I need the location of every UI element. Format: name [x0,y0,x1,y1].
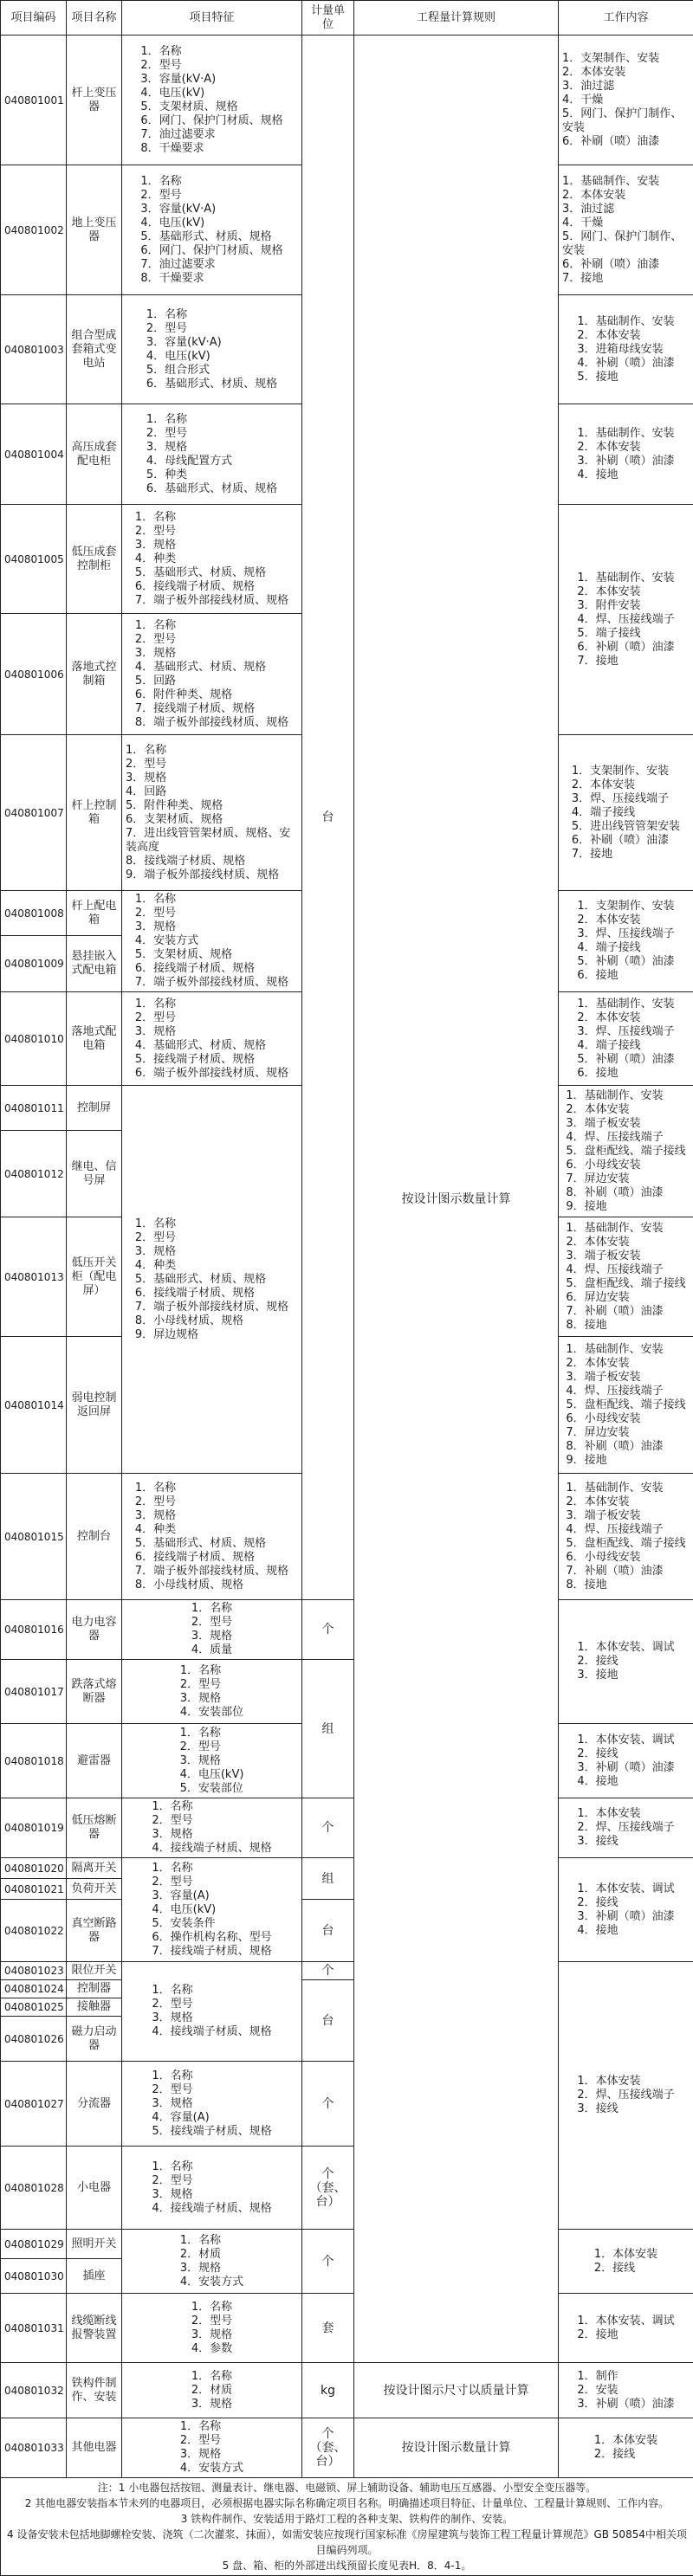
item-name: 磁力启动器 [67,2017,122,2062]
table-row [1,1962,693,1980]
features-text: 1．名称 2．型号 3．规格 4．回路 5．附件种类、规格 6．支架材质、规格 7．进出线管管架材质、规格、安装高度 8．接线端子材质、规格 9．端子板外部接线材质、规格 [126,744,298,882]
item-features [122,1724,302,1798]
note-5: 5 盘、箱、柜的外部进出线预留长度见表H．8．4-1。 [4,2558,690,2573]
item-code: 040801004 [1,404,67,505]
item-name: 控制台 [67,1474,122,1600]
item-features [122,992,302,1086]
work-text: 1．基础制作、安装 2．本体安装 3．补刷（喷）油漆 4．接地 [577,427,674,482]
item-code: 040801002 [1,165,67,295]
work-text: 1．基础制作、安装 2．本体安装 3．端子板安装 4．焊、压接线端子 5．盘柜配线、端子接线 6．小母线安装 7．补刷（喷）油漆 8．接地 [566,1482,685,1592]
item-unit: 个 [302,1798,354,1858]
item-features [122,505,302,614]
item-code: 040801026 [1,2017,67,2062]
work-text: 1．本体安装、调试 2．接地 [577,2315,674,2342]
item-work [559,2363,693,2418]
item-code: 040801007 [1,735,67,891]
item-name: 线缆断线报警装置 [67,2294,122,2363]
item-name: 电力电容器 [67,1600,122,1660]
item-features [122,1798,302,1858]
item-work [559,2230,693,2294]
features-text: 1．名称 2．型号 3．规格 4．安装方式 5．支架材质、规格 6．接线端子材质、规格 7．端子板外部接线材质、规格 [135,893,288,990]
item-name: 隔离开关 [67,1858,122,1879]
item-work [559,992,693,1086]
item-code: 040801017 [1,1660,67,1724]
item-features [122,2147,302,2230]
note-1: 注：1 小电器包括按钮、测量表计、继电器、电磁锁、屏上辅助设备、辅助电压互感器、小型安全变压器等。 [4,2480,690,2495]
features-text: 1．名称 2．型号 3．规格 4．接线端子材质、规格 [152,1984,271,2039]
item-name: 照明开关 [67,2230,122,2259]
item-features [122,1858,302,1962]
features-text: 1．名称 2．型号 3．规格 4．电压(kV) 5．安装部位 [180,1727,244,1796]
item-work [559,1724,693,1798]
item-name: 低压成套控制柜 [67,505,122,614]
unit-cell-zu: 组 [302,1660,354,1798]
table-row [1,1798,693,1858]
work-text: 1．支架制作、安装 2．本体安装 3．焊、压接线端子 4．端子接线 5．补刷（喷）油漆 6．接地 [577,900,674,983]
item-features [122,1474,302,1600]
item-name: 铁构件制作、安装 [67,2363,122,2418]
item-name: 控制屏 [67,1086,122,1131]
item-name: 小电器 [67,2147,122,2230]
item-work [559,404,693,505]
work-text: 1．本体安装、调试 2．接线 3．补刷（喷）油漆 4．接地 [577,1733,674,1789]
work-text: 1．本体安装 2．接线 [594,2434,657,2462]
item-code: 040801005 [1,505,67,614]
item-features [122,404,302,505]
features-text: 1．名称 2．型号 3．规格 4．母线配置方式 5．种类 6．基础形式、材质、规格 [146,413,277,496]
notes-cell [1,2478,693,2576]
features-text: 1．名称 2．型号 3．容量(A) 4．电压(kV) 5．安装条件 6．操作机构名称、型号 7．接线端子材质、规格 [152,1862,271,1959]
item-name: 限位开关 [67,1962,122,1980]
item-work [559,2294,693,2363]
item-work [559,1474,693,1600]
item-code: 040801019 [1,1798,67,1858]
item-code: 040801029 [1,2230,67,2259]
table-row [1,1858,693,1879]
item-code: 040801020 [1,1858,67,1879]
item-rule: 按设计图示尺寸以质量计算 [354,2363,559,2418]
item-features [122,1086,302,1474]
table-row [1,2294,693,2363]
header-rule: 工程量计算规则 [354,1,559,36]
features-text: 1．名称 2．型号 3．规格 4．基础形式、材质、规格 5．回路 6．附件种类、规格 7．接线端子材质、规格 8．端子板外部接线材质、规格 [135,619,288,730]
item-name: 避雷器 [67,1724,122,1798]
work-text: 1．本体安装 2．接线 [594,2248,657,2276]
item-unit: 个 [302,2230,354,2294]
item-code: 040801023 [1,1962,67,1980]
header-unit: 计量单位 [302,1,354,36]
item-unit: 个 [302,1600,354,1660]
item-unit: 台 [302,1980,354,2062]
item-features [122,165,302,295]
item-name: 负荷开关 [67,1879,122,1900]
item-work [559,1337,693,1474]
item-code: 040801008 [1,891,67,936]
features-text: 1．名称 2．型号 3．规格 4．接线端子材质、规格 [152,1800,271,1856]
work-text: 1．基础制作、安装 2．本体安装 3．端子板安装 4．焊、压接线端子 5．盘柜配线、端子接线 6．屏边安装 7．补刷（喷）油漆 8．接地 [566,1222,685,1333]
item-work [559,1600,693,1724]
item-work [559,1217,693,1337]
item-name: 弱电控制返回屏 [67,1337,122,1474]
item-code: 040801022 [1,1900,67,1962]
work-text: 1．制作 2．安装 3．补刷（喷）油漆 [577,2370,674,2411]
work-text: 1．本体安装、调试 2．接线 3．接地 [577,1641,674,1682]
features-text: 1．名称 2．型号 3．容量(kV·A) 4．电压(kV) 5．基础形式、材质、规格 6．网门、保护门材质、规格 7．油过滤要求 8．干燥要求 [140,175,282,286]
item-features [122,735,302,891]
item-features [122,295,302,404]
item-code: 040801024 [1,1980,67,1998]
item-unit: 个（套、台） [302,2418,354,2478]
header-features: 项目特征 [122,1,302,36]
item-code: 040801010 [1,992,67,1086]
table-row [1,36,693,165]
features-text: 1．名称 2．型号 3．规格 4．安装方式 [180,2420,243,2476]
item-work [559,891,693,992]
work-text: 1．基础制作、安装 2．本体安装 3．端子板安装 4．焊、压接线端子 5．盘柜配线、端子接线 6．小母线安装 7．屏边安装 8．补刷（喷）油漆 9．接地 [566,1089,685,1214]
item-unit: 个 [302,1962,354,1980]
table-row [1,2230,693,2259]
item-features [122,614,302,735]
item-code: 040801021 [1,1879,67,1900]
item-features [122,1660,302,1724]
table-row [1,2418,693,2478]
item-features [122,1600,302,1660]
notes-row [1,2478,693,2576]
features-text: 1．名称 2．型号 3．规格 4．参数 [191,2301,232,2356]
item-work [559,1798,693,1858]
item-code: 040801009 [1,936,67,992]
item-name: 分流器 [67,2062,122,2147]
header-code: 项目编码 [1,1,67,36]
features-text: 1．名称 2．型号 3．容量(kV·A) 4．电压(kV) 5．组合形式 6．基础形式、材质、规格 [146,308,277,391]
item-code: 040801025 [1,1998,67,2017]
item-features [122,2294,302,2363]
item-features [122,36,302,165]
table-row [1,2363,693,2418]
item-name: 杆上变压器 [67,36,122,165]
header-work: 工作内容 [559,1,693,36]
item-code: 040801031 [1,2294,67,2363]
work-text: 1．基础制作、安装 2．本体安装 3．端子板安装 4．焊、压接线端子 5．盘柜配线、端子接线 6．小母线安装 7．屏边安装 8．补刷（喷）油漆 9．接地 [566,1343,685,1468]
item-features [122,2230,302,2294]
features-text: 1．名称 2．型号 3．规格 4．种类 5．基础形式、材质、规格 6．接线端子材质、规格 7．端子板外部接线材质、规格 8．小母线材质、规格 [135,1482,288,1592]
item-code: 040801001 [1,36,67,165]
note-3: 3 铁构件制作、安装适用于路灯工程的各种支架、铁构件的制作、安装。 [4,2511,690,2527]
work-text: 1．基础制作、安装 2．本体安装 3．油过滤 4．干燥 5．网门、保护门制作、安装 6．补刷（喷）油漆 7．接地 [562,175,690,286]
item-name: 杆上控制箱 [67,735,122,891]
item-features [122,891,302,992]
item-code: 040801015 [1,1474,67,1600]
work-text: 1．本体安装 2．焊、压接线端子 3．接线 [577,1807,674,1849]
item-name: 地上变压器 [67,165,122,295]
work-text: 1．基础制作、安装 2．本体安装 3．附件安装 4．焊、压接线端子 5．端子接线 6．补刷（喷）油漆 7．接地 [577,571,674,668]
unit-cell-tai: 台 [302,36,354,1600]
features-text: 1．名称 2．型号 3．容量(kV·A) 4．电压(kV) 5．支架材质、规格 6．网门、保护门材质、规格 7．油过滤要求 8．干燥要求 [140,45,282,156]
features-text: 1．名称 2．型号 3．规格 4．容量(A) 5．接线端子材质、规格 [152,2069,271,2139]
item-name: 继电、信号屏 [67,1131,122,1217]
item-code: 040801028 [1,2147,67,2230]
item-name: 其他电器 [67,2418,122,2478]
item-features [122,2062,302,2147]
item-code: 040801016 [1,1600,67,1660]
item-unit: 组 [302,1858,354,1900]
item-code: 040801003 [1,295,67,404]
item-name: 跌落式熔断器 [67,1660,122,1724]
item-code: 040801006 [1,614,67,735]
work-text: 1．本体安装 2．焊、压接线端子 3．接线 [577,2075,674,2116]
work-text: 1．基础制作、安装 2．本体安装 3．进箱母线安装 4．补刷（喷）油漆 5．接地 [577,315,674,384]
item-rule: 按设计图示数量计算 [354,2418,559,2478]
item-work [559,1086,693,1217]
item-name: 高压成套配电柜 [67,404,122,505]
note-4: 4 设备安装未包括地脚螺栓安装、浇筑（二次灌浆、抹面），如需安装应按现行国家标准《房屋建筑与装饰工程工程量计算规范》GB 50854中相关项目编码列项。 [4,2527,690,2558]
item-name: 落地式控制箱 [67,614,122,735]
item-work [559,165,693,295]
item-code: 040801014 [1,1337,67,1474]
item-name: 悬挂嵌入式配电箱 [67,936,122,992]
item-work [559,36,693,165]
note-2: 2 其他电器安装指本节未列的电器项目，必须根据电器实际名称确定项目名称。明确描述项目特征、计量单位、工程量计算规则、工作内容。 [4,2495,690,2511]
item-features [122,2418,302,2478]
table-row [1,1600,693,1660]
features-text: 1．名称 2．型号 3．规格 4．基础形式、材质、规格 5．接线端子材质、规格 6．端子板外部接线材质、规格 [135,997,288,1081]
item-code: 040801027 [1,2062,67,2147]
item-code: 040801018 [1,1724,67,1798]
item-work [559,505,693,735]
work-text: 1．支架制作、安装 2．本体安装 3．油过滤 4．干燥 5．网门、保护门制作、安装 6．补刷（喷）油漆 [562,52,690,149]
item-name: 杆上配电箱 [67,891,122,936]
work-text: 1．支架制作、安装 2．本体安装 3．焊、压接线端子 4．端子接线 5．进出线管管架安装 6．补刷（喷）油漆 7．接地 [572,765,680,862]
features-text: 1．名称 2．型号 3．规格 4．安装部位 [180,1664,243,1720]
features-text: 1．名称 2．材质 3．规格 [191,2370,232,2411]
item-unit: 套 [302,2294,354,2363]
item-name: 低压熔断器 [67,1798,122,1858]
item-name: 控制器 [67,1980,122,1998]
item-name: 落地式配电箱 [67,992,122,1086]
work-text: 1．基础制作、安装 2．本体安装 3．焊、压接线端子 4．端子接线 5．补刷（喷）油漆 6．接地 [577,997,674,1081]
item-work [559,295,693,404]
features-text: 1．名称 2．材质 3．规格 4．安装方式 [180,2234,243,2289]
item-code: 040801012 [1,1131,67,1217]
header-row [1,1,693,36]
item-work [559,2418,693,2478]
item-features [122,1962,302,2062]
item-features [122,2363,302,2418]
item-work [559,735,693,891]
item-code: 040801011 [1,1086,67,1131]
item-name: 低压开关柜（配电屏） [67,1217,122,1337]
item-unit: 个 [302,2062,354,2147]
work-text: 1．本体安装、调试 2．接线 3．补刷（喷）油漆 4．接地 [577,1882,674,1938]
item-name: 真空断路器 [67,1900,122,1962]
item-code: 040801030 [1,2259,67,2294]
features-text: 1．名称 2．型号 3．规格 4．种类 5．基础形式、材质、规格 6．接线端子材质、规格 7．端子板外部接线材质、规格 [135,511,288,608]
features-text: 1．名称 2．型号 3．规格 4．种类 5．基础形式、材质、规格 6．接线端子材质、规格 7．端子板外部接线材质、规格 8．小母线材质、规格 9．屏边规格 [135,1217,288,1342]
header-name: 项目名称 [67,1,122,36]
item-work [559,1858,693,1962]
item-name: 组合型成套箱式变电站 [67,295,122,404]
item-unit: kg [302,2363,354,2418]
item-code: 040801013 [1,1217,67,1337]
item-work [559,1962,693,2230]
item-name: 接触器 [67,1998,122,2017]
item-unit: 台 [302,1900,354,1962]
rule-cell-quantity: 按设计图示数量计算 [354,36,559,2363]
features-text: 1．名称 2．型号 3．规格 4．接线端子材质、规格 [152,2160,271,2216]
item-name: 插座 [67,2259,122,2294]
features-text: 1．名称 2．型号 3．规格 4．质量 [191,1602,232,1657]
item-code: 040801033 [1,2418,67,2478]
item-code: 040801032 [1,2363,67,2418]
item-unit: 个（套、台） [302,2147,354,2230]
